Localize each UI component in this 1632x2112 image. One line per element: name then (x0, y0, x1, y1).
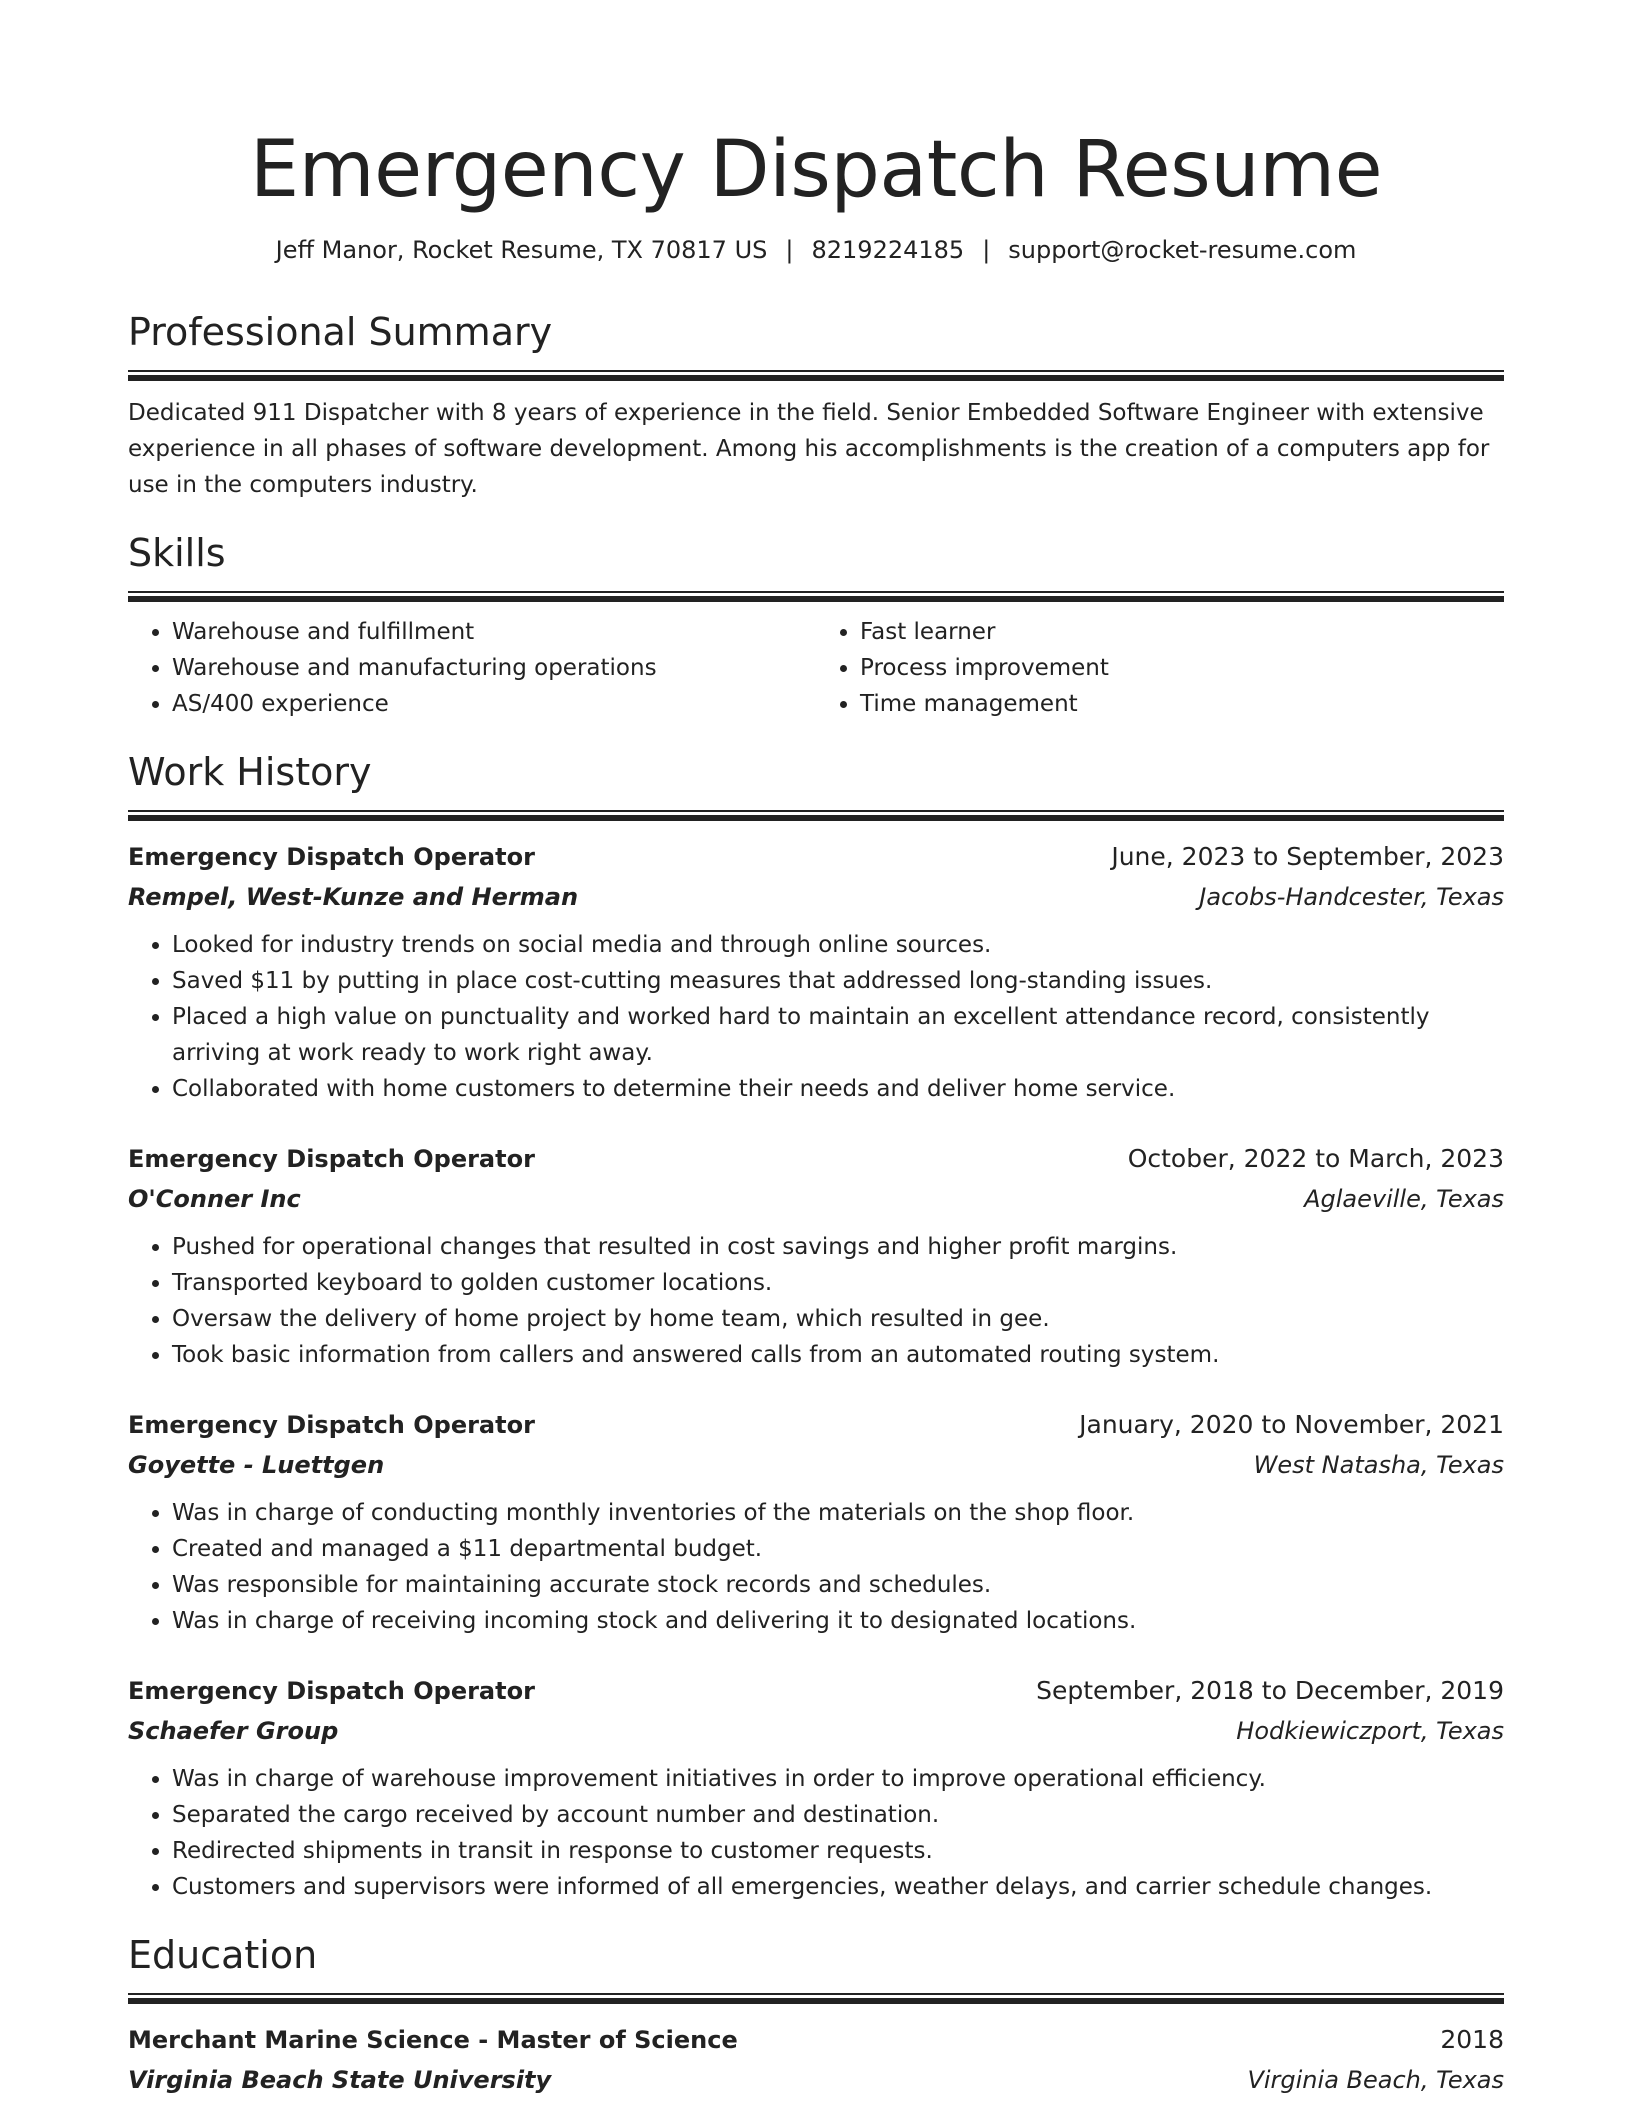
section-divider (128, 1993, 1504, 2004)
job-title: Emergency Dispatch Operator (128, 1145, 535, 1173)
education-heading: Education (128, 1933, 318, 1977)
summary-section (128, 308, 1504, 503)
job-bullet: • Created and managed a $11 departmental budget. (172, 1531, 1504, 1567)
contact-separator: | (982, 236, 991, 264)
contact-line (128, 234, 1504, 266)
education-subheader (128, 2060, 1504, 2100)
job-header (128, 1671, 1504, 1711)
education-header (128, 2020, 1504, 2060)
job-header (128, 837, 1504, 877)
job-subheader (128, 1711, 1504, 1751)
job-entry (128, 837, 1504, 1107)
job-subheader (128, 877, 1504, 917)
skills-columns (128, 614, 1504, 722)
skill-item: • Warehouse and manufacturing operations (172, 650, 816, 686)
job-subheader (128, 1445, 1504, 1485)
work-history-heading: Work History (128, 750, 372, 794)
education-year: 2018 (1440, 2025, 1504, 2054)
job-location: Hodkiewiczport, Texas (1236, 1717, 1504, 1745)
education-location: Virginia Beach, Texas (1247, 2066, 1504, 2094)
job-title: Emergency Dispatch Operator (128, 1677, 535, 1705)
job-bullet: • Took basic information from callers and answered calls from an automated routing system. (172, 1337, 1504, 1373)
job-bullet: • Was in charge of receiving incoming stock and delivering it to designated locations. (172, 1603, 1504, 1639)
skill-item: • Time management (860, 686, 1504, 722)
job-bullets (128, 1229, 1504, 1373)
summary-heading: Professional Summary (128, 310, 553, 354)
job-title: Emergency Dispatch Operator (128, 843, 535, 871)
section-divider (128, 810, 1504, 821)
job-company: Rempel, West-Kunze and Herman (128, 883, 579, 911)
job-company: O'Conner Inc (128, 1185, 301, 1213)
contact-phone: 8219224185 (811, 236, 965, 264)
job-company: Goyette - Luettgen (128, 1451, 385, 1479)
contact-separator: | (785, 236, 794, 264)
job-bullet: • Saved $11 by putting in place cost-cutting measures that addressed long-standing issues. (172, 963, 1504, 999)
job-bullet: • Transported keyboard to golden customer locations. (172, 1265, 1504, 1301)
job-header (128, 1139, 1504, 1179)
job-bullet: • Looked for industry trends on social media and through online sources. (172, 927, 1504, 963)
resume-title: Emergency Dispatch Resume (249, 125, 1383, 215)
skills-list-left (128, 614, 816, 722)
skills-section (128, 529, 1504, 722)
summary-text: Dedicated 911 Dispatcher with 8 years of experience in the field. Senior Embedded Software Engineer with extensive experience in all phases of software development. Among his accomplishments is the creation of a computers app for use in the computers industry. (128, 400, 1490, 498)
job-bullet: • Was in charge of conducting monthly inventories of the materials on the shop floor. (172, 1495, 1504, 1531)
job-dates: January, 2020 to November, 2021 (1079, 1410, 1504, 1439)
skills-list-right (816, 614, 1504, 722)
job-bullet: • Redirected shipments in transit in response to customer requests. (172, 1833, 1504, 1869)
job-bullets (128, 1761, 1504, 1905)
contact-address: Jeff Manor, Rocket Resume, TX 70817 US (275, 236, 768, 264)
job-company: Schaefer Group (128, 1717, 339, 1745)
job-bullets (128, 1495, 1504, 1639)
job-bullet: • Oversaw the delivery of home project by home team, which resulted in gee. (172, 1301, 1504, 1337)
resume-page (128, 0, 1504, 2100)
section-divider (128, 591, 1504, 602)
job-bullet: • Was in charge of warehouse improvement initiatives in order to improve operational efficiency. (172, 1761, 1504, 1797)
job-subheader (128, 1179, 1504, 1219)
job-bullet: • Separated the cargo received by account number and destination. (172, 1797, 1504, 1833)
skills-heading: Skills (128, 531, 226, 575)
job-bullets (128, 927, 1504, 1107)
job-bullet: • Placed a high value on punctuality and worked hard to maintain an excellent attendance record, consistently arriving at work ready to work right away. (172, 999, 1504, 1071)
job-bullet: • Pushed for operational changes that resulted in cost savings and higher profit margins. (172, 1229, 1504, 1265)
job-location: West Natasha, Texas (1253, 1451, 1504, 1479)
contact-email: support@rocket-resume.com (1008, 236, 1357, 264)
job-entry (128, 1671, 1504, 1905)
work-history-section (128, 748, 1504, 1905)
job-bullet: • Customers and supervisors were informed of all emergencies, weather delays, and carrier schedule changes. (172, 1869, 1504, 1905)
job-header (128, 1405, 1504, 1445)
job-title: Emergency Dispatch Operator (128, 1411, 535, 1439)
job-bullet: • Was responsible for maintaining accurate stock records and schedules. (172, 1567, 1504, 1603)
job-bullet: • Collaborated with home customers to determine their needs and deliver home service. (172, 1071, 1504, 1107)
skill-item: • Process improvement (860, 650, 1504, 686)
education-degree: Merchant Marine Science - Master of Science (128, 2026, 738, 2054)
education-school: Virginia Beach State University (128, 2066, 552, 2094)
education-entry (128, 2020, 1504, 2100)
job-dates: October, 2022 to March, 2023 (1127, 1144, 1504, 1173)
job-entry (128, 1405, 1504, 1639)
education-section (128, 1931, 1504, 2100)
section-divider (128, 370, 1504, 381)
job-entry (128, 1139, 1504, 1373)
skill-item: • Fast learner (860, 614, 1504, 650)
job-location: Aglaeville, Texas (1304, 1185, 1504, 1213)
job-dates: June, 2023 to September, 2023 (1111, 842, 1504, 871)
skill-item: • AS/400 experience (172, 686, 816, 722)
job-location: Jacobs-Handcester, Texas (1199, 883, 1504, 911)
skill-item: • Warehouse and fulfillment (172, 614, 816, 650)
job-dates: September, 2018 to December, 2019 (1036, 1676, 1504, 1705)
